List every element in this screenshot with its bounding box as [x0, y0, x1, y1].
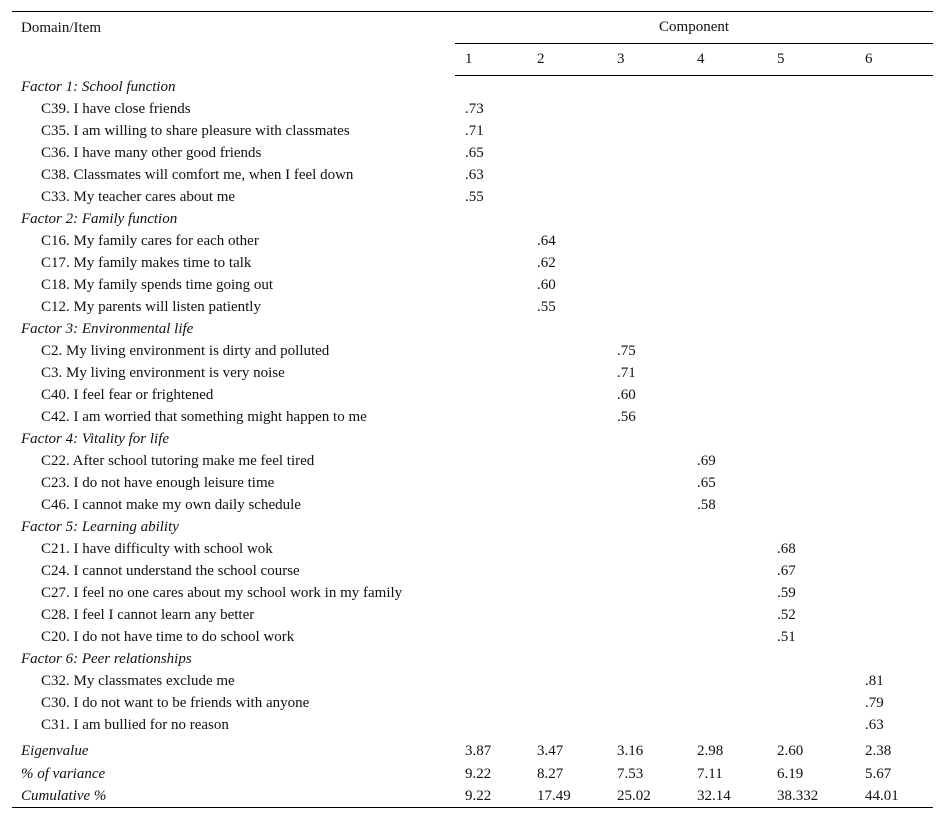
- loading-cell: [855, 230, 933, 252]
- loading-cell: .62: [537, 254, 556, 271]
- table-row: [12, 626, 933, 648]
- item-label: C32. My classmates exclude me: [41, 672, 235, 689]
- loading-cell: [855, 164, 933, 186]
- loading-cell: [687, 670, 767, 692]
- loading-cell: [855, 296, 933, 318]
- item-label: C33. My teacher cares about me: [41, 188, 236, 205]
- loading-cell: [455, 494, 527, 516]
- loading-cell: .71: [617, 364, 636, 381]
- loading-cell: [527, 582, 607, 604]
- stat-value: 44.01: [855, 785, 933, 808]
- item-label: C31. I am bullied for no reason: [41, 716, 229, 733]
- stat-value: 8.27: [537, 765, 564, 782]
- loading-cell: [687, 120, 767, 142]
- loading-cell: [527, 362, 607, 384]
- loading-cell: [767, 472, 855, 494]
- table-row: [12, 164, 933, 186]
- table-body: [12, 76, 933, 808]
- loading-cell: .51: [777, 628, 796, 645]
- loading-cell: [607, 186, 687, 208]
- loading-cell: .63: [465, 166, 484, 183]
- loading-cell: [607, 472, 687, 494]
- item-label: C38. Classmates will comfort me, when I feel down: [41, 166, 354, 183]
- item-label: C28. I feel I cannot learn any better: [41, 606, 255, 623]
- loading-cell: .79: [865, 694, 884, 711]
- loading-cell: [687, 296, 767, 318]
- stat-row: [12, 785, 933, 808]
- loading-cell: .67: [777, 562, 796, 579]
- loading-cell: [687, 142, 767, 164]
- table-row: [12, 230, 933, 252]
- loading-cell: [855, 626, 933, 648]
- stat-value: 2.98: [697, 742, 724, 759]
- loading-cell: [455, 604, 527, 626]
- loading-cell: [455, 472, 527, 494]
- loading-cell: [767, 692, 855, 714]
- item-label: C35. I am willing to share pleasure with classmates: [41, 122, 350, 139]
- item-label: C22. After school tutoring make me feel tired: [41, 452, 315, 469]
- loading-cell: [527, 626, 607, 648]
- loading-cell: [687, 340, 767, 362]
- loading-cell: [455, 230, 527, 252]
- loading-cell: .65: [465, 144, 484, 161]
- stat-value: 2.38: [865, 742, 892, 759]
- loading-cell: [607, 494, 687, 516]
- loading-cell: [855, 384, 933, 406]
- loading-cell: [855, 604, 933, 626]
- loading-cell: [687, 538, 767, 560]
- loading-cell: [527, 186, 607, 208]
- loading-cell: [687, 626, 767, 648]
- loading-cell: [855, 582, 933, 604]
- loading-cell: [455, 274, 527, 296]
- factor-row: [12, 318, 933, 340]
- loading-cell: [527, 670, 607, 692]
- loading-cell: .68: [777, 540, 796, 557]
- loading-cell: [687, 406, 767, 428]
- stat-row: [12, 736, 933, 763]
- loading-cell: [527, 406, 607, 428]
- loading-cell: [767, 252, 855, 274]
- loading-cell: .56: [617, 408, 636, 425]
- loading-cell: [767, 714, 855, 736]
- loading-cell: [767, 406, 855, 428]
- loading-cell: [855, 494, 933, 516]
- item-label: C18. My family spends time going out: [41, 276, 274, 293]
- item-label: C36. I have many other good friends: [41, 144, 262, 161]
- stat-value: 17.49: [527, 785, 607, 808]
- loading-cell: [455, 340, 527, 362]
- component-column-header: 1: [455, 44, 527, 76]
- loading-cell: [607, 626, 687, 648]
- loading-cell: [607, 120, 687, 142]
- loading-cell: [855, 142, 933, 164]
- factor-title: Factor 3: Environmental life: [21, 320, 194, 337]
- loading-cell: [455, 670, 527, 692]
- loading-cell: [455, 560, 527, 582]
- stat-value: 3.16: [617, 742, 644, 759]
- loading-cell: .60: [537, 276, 556, 293]
- loading-cell: [687, 604, 767, 626]
- loading-cell: [527, 604, 607, 626]
- factor-title: Factor 4: Vitality for life: [21, 430, 170, 447]
- item-label: C16. My family cares for each other: [41, 232, 259, 249]
- loading-cell: [455, 538, 527, 560]
- factor-loading-table-container: [12, 11, 933, 808]
- loading-cell: [687, 560, 767, 582]
- stat-label: Eigenvalue: [21, 742, 89, 759]
- table-row: [12, 252, 933, 274]
- component-column-header: 3: [607, 44, 687, 76]
- table-row: [12, 340, 933, 362]
- item-label: C27. I feel no one cares about my school work in my family: [41, 584, 403, 601]
- loading-cell: [855, 98, 933, 120]
- loading-cell: [607, 142, 687, 164]
- table-row: [12, 670, 933, 692]
- factor-title: Factor 2: Family function: [21, 210, 178, 227]
- loading-cell: [767, 164, 855, 186]
- loading-cell: [607, 252, 687, 274]
- stat-value: 7.53: [617, 765, 644, 782]
- item-label: C46. I cannot make my own daily schedule: [41, 496, 301, 513]
- table-row: [12, 714, 933, 736]
- table-row: [12, 604, 933, 626]
- loading-cell: .73: [465, 100, 484, 117]
- loading-cell: [607, 450, 687, 472]
- loading-cell: [527, 560, 607, 582]
- loading-cell: [607, 230, 687, 252]
- loading-cell: [455, 626, 527, 648]
- item-label: C24. I cannot understand the school course: [41, 562, 300, 579]
- loading-cell: [687, 582, 767, 604]
- loading-cell: [607, 604, 687, 626]
- table-row: [12, 406, 933, 428]
- factor-row: [12, 76, 933, 99]
- loading-cell: [607, 714, 687, 736]
- stat-row: [12, 763, 933, 785]
- loading-cell: [855, 472, 933, 494]
- loading-cell: [687, 164, 767, 186]
- loading-cell: [527, 384, 607, 406]
- loading-cell: [767, 274, 855, 296]
- loading-cell: [687, 692, 767, 714]
- loading-cell: [767, 450, 855, 472]
- loading-cell: [687, 362, 767, 384]
- loading-cell: [687, 186, 767, 208]
- stat-value: 5.67: [865, 765, 892, 782]
- loading-cell: [527, 472, 607, 494]
- loading-cell: [767, 296, 855, 318]
- loading-cell: [527, 120, 607, 142]
- loading-cell: [527, 450, 607, 472]
- loading-cell: [455, 406, 527, 428]
- factor-row: [12, 516, 933, 538]
- stat-value: 6.19: [777, 765, 804, 782]
- stat-value: 2.60: [777, 742, 804, 759]
- table-row: [12, 296, 933, 318]
- table-row: [12, 274, 933, 296]
- stat-value: 38.332: [767, 785, 855, 808]
- loading-cell: [767, 98, 855, 120]
- loading-cell: [527, 494, 607, 516]
- item-label: C2. My living environment is dirty and polluted: [41, 342, 330, 359]
- loading-cell: .63: [865, 716, 884, 733]
- loading-cell: [455, 296, 527, 318]
- loading-cell: [855, 186, 933, 208]
- loading-cell: [607, 582, 687, 604]
- component-column-header: 6: [855, 44, 933, 76]
- loading-cell: .52: [777, 606, 796, 623]
- item-label: C20. I do not have time to do school work: [41, 628, 295, 645]
- loading-cell: [767, 384, 855, 406]
- loading-cell: [527, 340, 607, 362]
- loading-cell: [855, 274, 933, 296]
- item-label: C12. My parents will listen patiently: [41, 298, 261, 315]
- item-label: C40. I feel fear or frightened: [41, 386, 214, 403]
- loading-cell: .60: [617, 386, 636, 403]
- loading-cell: [527, 538, 607, 560]
- loading-cell: [855, 362, 933, 384]
- factor-title: Factor 6: Peer relationships: [21, 650, 192, 667]
- header-row-1: [12, 12, 933, 44]
- loading-cell: [687, 252, 767, 274]
- loading-cell: [527, 164, 607, 186]
- loading-cell: [767, 362, 855, 384]
- stat-value: 3.47: [537, 742, 564, 759]
- loading-cell: [527, 692, 607, 714]
- loading-cell: [855, 538, 933, 560]
- loading-cell: [455, 384, 527, 406]
- loading-cell: [607, 670, 687, 692]
- loading-cell: [607, 560, 687, 582]
- factor-row: [12, 208, 933, 230]
- loading-cell: .75: [617, 342, 636, 359]
- loading-cell: [607, 274, 687, 296]
- loading-cell: .64: [537, 232, 556, 249]
- table-row: [12, 142, 933, 164]
- loading-cell: [527, 142, 607, 164]
- stat-label: Cumulative %: [12, 785, 455, 808]
- factor-row: [12, 428, 933, 450]
- component-header: Component: [455, 12, 933, 44]
- table-row: [12, 384, 933, 406]
- factor-title: Factor 1: School function: [21, 78, 176, 95]
- item-label: C23. I do not have enough leisure time: [41, 474, 275, 491]
- loading-cell: [687, 714, 767, 736]
- loading-cell: .55: [465, 188, 484, 205]
- loading-cell: [607, 538, 687, 560]
- table-row: [12, 494, 933, 516]
- item-label: C3. My living environment is very noise: [41, 364, 285, 381]
- loading-cell: [767, 120, 855, 142]
- stat-value: 7.11: [697, 765, 723, 782]
- domain-item-header: Domain/Item: [21, 20, 101, 36]
- loading-cell: [855, 406, 933, 428]
- loading-cell: [455, 714, 527, 736]
- factor-row: [12, 648, 933, 670]
- loading-cell: [455, 252, 527, 274]
- loading-cell: [767, 670, 855, 692]
- table-header: [12, 12, 933, 76]
- loading-cell: [767, 230, 855, 252]
- loading-cell: .81: [865, 672, 884, 689]
- table-row: [12, 362, 933, 384]
- loading-cell: [855, 120, 933, 142]
- loading-cell: .65: [697, 474, 716, 491]
- table-row: [12, 692, 933, 714]
- loading-cell: [455, 450, 527, 472]
- table-row: [12, 582, 933, 604]
- loading-cell: [767, 142, 855, 164]
- loading-cell: [687, 274, 767, 296]
- component-column-header: 2: [527, 44, 607, 76]
- loading-cell: [767, 494, 855, 516]
- table-row: [12, 120, 933, 142]
- table-row: [12, 98, 933, 120]
- item-label: C42. I am worried that something might happen to me: [41, 408, 367, 425]
- table-row: [12, 560, 933, 582]
- table-row: [12, 186, 933, 208]
- loading-cell: [687, 384, 767, 406]
- loading-cell: .69: [697, 452, 716, 469]
- item-label: C17. My family makes time to talk: [41, 254, 252, 271]
- loading-cell: .55: [537, 298, 556, 315]
- item-label: C30. I do not want to be friends with anyone: [41, 694, 310, 711]
- loading-cell: [455, 362, 527, 384]
- component-column-header: 5: [767, 44, 855, 76]
- loading-cell: [607, 98, 687, 120]
- loading-cell: .59: [777, 584, 796, 601]
- table-row: [12, 450, 933, 472]
- factor-loading-table: [12, 11, 933, 808]
- stat-value: 9.22: [465, 765, 492, 782]
- item-label: C39. I have close friends: [41, 100, 191, 117]
- table-row: [12, 538, 933, 560]
- stat-value: 32.14: [687, 785, 767, 808]
- loading-cell: [607, 164, 687, 186]
- stat-value: 9.22: [455, 785, 527, 808]
- loading-cell: [855, 340, 933, 362]
- loading-cell: [607, 296, 687, 318]
- loading-cell: [855, 450, 933, 472]
- loading-cell: [687, 98, 767, 120]
- loading-cell: [855, 252, 933, 274]
- loading-cell: [527, 714, 607, 736]
- loading-cell: [607, 692, 687, 714]
- loading-cell: [687, 230, 767, 252]
- loading-cell: [855, 560, 933, 582]
- stat-label: % of variance: [21, 765, 106, 782]
- component-column-header: 4: [687, 44, 767, 76]
- stat-value: 3.87: [465, 742, 492, 759]
- loading-cell: [767, 340, 855, 362]
- loading-cell: [527, 98, 607, 120]
- factor-title: Factor 5: Learning ability: [21, 518, 179, 535]
- table-row: [12, 472, 933, 494]
- loading-cell: [455, 692, 527, 714]
- loading-cell: .71: [465, 122, 484, 139]
- item-label: C21. I have difficulty with school wok: [41, 540, 273, 557]
- loading-cell: .58: [697, 496, 716, 513]
- stat-value: 25.02: [607, 785, 687, 808]
- loading-cell: [767, 186, 855, 208]
- loading-cell: [455, 582, 527, 604]
